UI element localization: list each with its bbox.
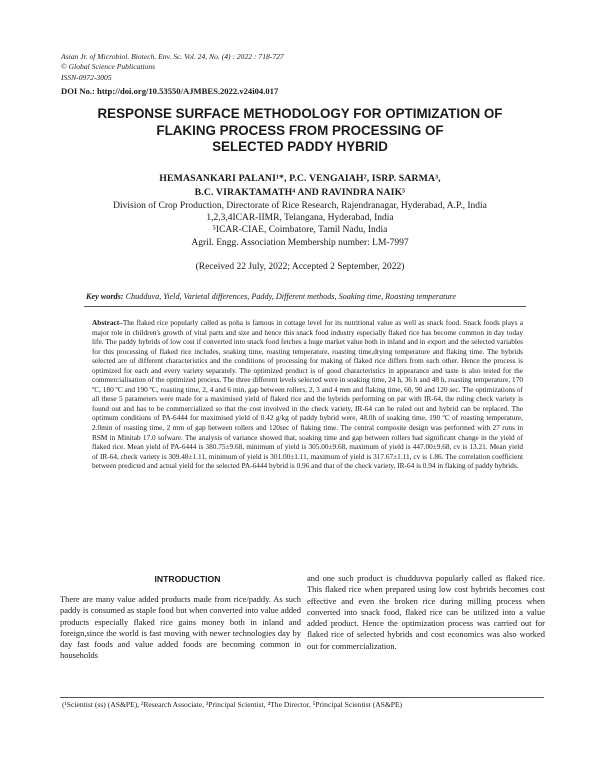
footnote-divider	[60, 697, 544, 698]
introduction-left-column: There are many value added products made from rice/paddy. As such paddy is consumed as staple food but when converted into value added products especially flaked rice gains money both in inland and foreign,since the world is fast moving with newer technologies day by day fast foods and value added foods are becoming common in households	[60, 594, 301, 661]
introduction-right-column: and one such product is chudduvva popularly called as flaked rice. This flaked rice when prepared using low cost hybrids becomes cost effective and even the broken rice during milling process when converted into snack food, flaked rice can be utilized into a value added product. Hence the optimization process was carried out for flaked rice of selected hybrids and cost economics was also worked out for commercialization.	[307, 573, 545, 651]
abstract-label: Abstract–	[92, 318, 123, 327]
keywords-divider	[84, 306, 526, 307]
affiliation-1: Division of Crop Production, Directorate of Rice Research, Rajendranagar, Hyderabad, A.P., India	[113, 201, 487, 211]
keywords	[86, 292, 526, 301]
doi-link[interactable]: DOI No.: http://doi.org/10.53550/AJMBES.2022.v24i04.017	[61, 86, 279, 96]
abstract	[92, 318, 523, 471]
title-line-3: SELECTED PADDY HYBRID	[212, 139, 388, 154]
keywords-text: Chudduva, Yield, Varietal differences, Paddy, Different methods, Soaking time, Roasting temperature	[125, 292, 457, 301]
journal-header	[61, 52, 284, 83]
membership-number: Agril. Engg. Association Membership number: LM-7997	[191, 237, 409, 248]
authors-line-1: HEMASANKARI PALANI¹*, P.C. VENGAIAH², ISRP. SARMA³,	[159, 173, 441, 184]
authors-line-2: B.C. VIRAKTAMATH⁴ AND RAVINDRA NAIK⁵	[194, 186, 406, 198]
title-line-1: RESPONSE SURFACE METHODOLOGY FOR OPTIMIZATION OF	[97, 106, 503, 121]
affiliation-3: ⁵ICAR-CIAE, Coimbatore, Tamil Nadu, India	[212, 225, 388, 236]
journal-citation: Asian Jr. of Microbiol. Biotech. Env. Sc. Vol. 24, No. (4) : 2022 : 718-727	[61, 52, 284, 61]
introduction-heading: INTRODUCTION	[154, 574, 221, 584]
author-list	[40, 172, 560, 199]
paper-title	[40, 106, 560, 156]
abstract-text: The flaked rice popularly called as poha is famous in cottage level for its nutritional value as well as snack food. Snack foods plays a major role in children's growth of vital parts and size and hence this snack food industry especially flaked rice has become common in day today life. The paddy hybrids of low cost if converted into snack food fetches a huge market value both in inland and in export and the selected variables for this processing of flaked rice includes, soaking time, roasting temperature, roasting time,drying temperature and flaking time. The hybrids selected are of different characteristics and the conditions of processing for making of flaked rice differs from each other. Hence the process is optimized for each and every variety separately. The optimized product is of good characteristics in appearance and taste is also tested for the commercialisation of the optimized process. The three different levels selected were in soaking time, 24 h, 36 h and 48 h, roasting temperature, 170 ºC, 180 ºC and 190 ºC, roasting time, 2, 4 and 6 min, gap between rollers, 2, 3 and 4 mm and flaking time, 60, 90 and 120 sec. The optimizations of all these 5 parameters were made for a maximised yield of flaked rice and the hybrids performing on par with IR-64, the ruling check variety is found out and has to be commercialized so that the cost involved in the check variety, IR-64 can be ruled out and hybrid can be replaced. The optimum conditions of PA-6444 for maximised yield of 0.42 g/kg of paddy hybrid were, 48.0h of soaking time, 190 ºC of roasting temperature, 2.0min of roasting time, 2 mm of gap between rollers and 120sec of flaking time. The central composite design was performed with 27 runs in RSM in Minitab 17.0 sofware. The analysis of variance showed that, soaking time and gap between rollers had significant change in the yield of flaked rice. Mean yield of PA-6444 is 380.75±9.68, minimum of yield is 305.00±9.68, maximum of yield is 447.00±9.68, cv is 13.21. Mean yield of IR-64, check variety is 309.48±1.11, minimum of yield is 301.00±1.11, maximum of yield is 317.67±1.11, cv is 1.86. The correlation coefficient between predicted and actual yield for the selected PA-6444 hybrid is 0.96 and that of the check variety, IR-64 is 0.94 in flaking of paddy hybrids.	[92, 318, 523, 471]
title-line-2: FLAKING PROCESS FROM PROCESSING OF	[156, 122, 444, 138]
affiliations	[40, 200, 560, 249]
journal-copyright: © Global Science Publications	[61, 62, 156, 72]
received-dates: (Received 22 July, 2022; Accepted 2 September, 2022)	[195, 262, 405, 272]
author-roles-footnote: (¹Scientist (ss) (AS&PE), ²Research Associate, ³Principal Scientist, ⁴The Director, ⁵Principal Scientist (AS&PE)	[62, 700, 403, 709]
affiliation-2: 1,2,3,4ICAR-IIMR, Telangana, Hyderabad, India	[206, 213, 394, 224]
journal-issn: ISSN-0972-3005	[61, 72, 112, 82]
keywords-label: Key words:	[86, 292, 124, 301]
